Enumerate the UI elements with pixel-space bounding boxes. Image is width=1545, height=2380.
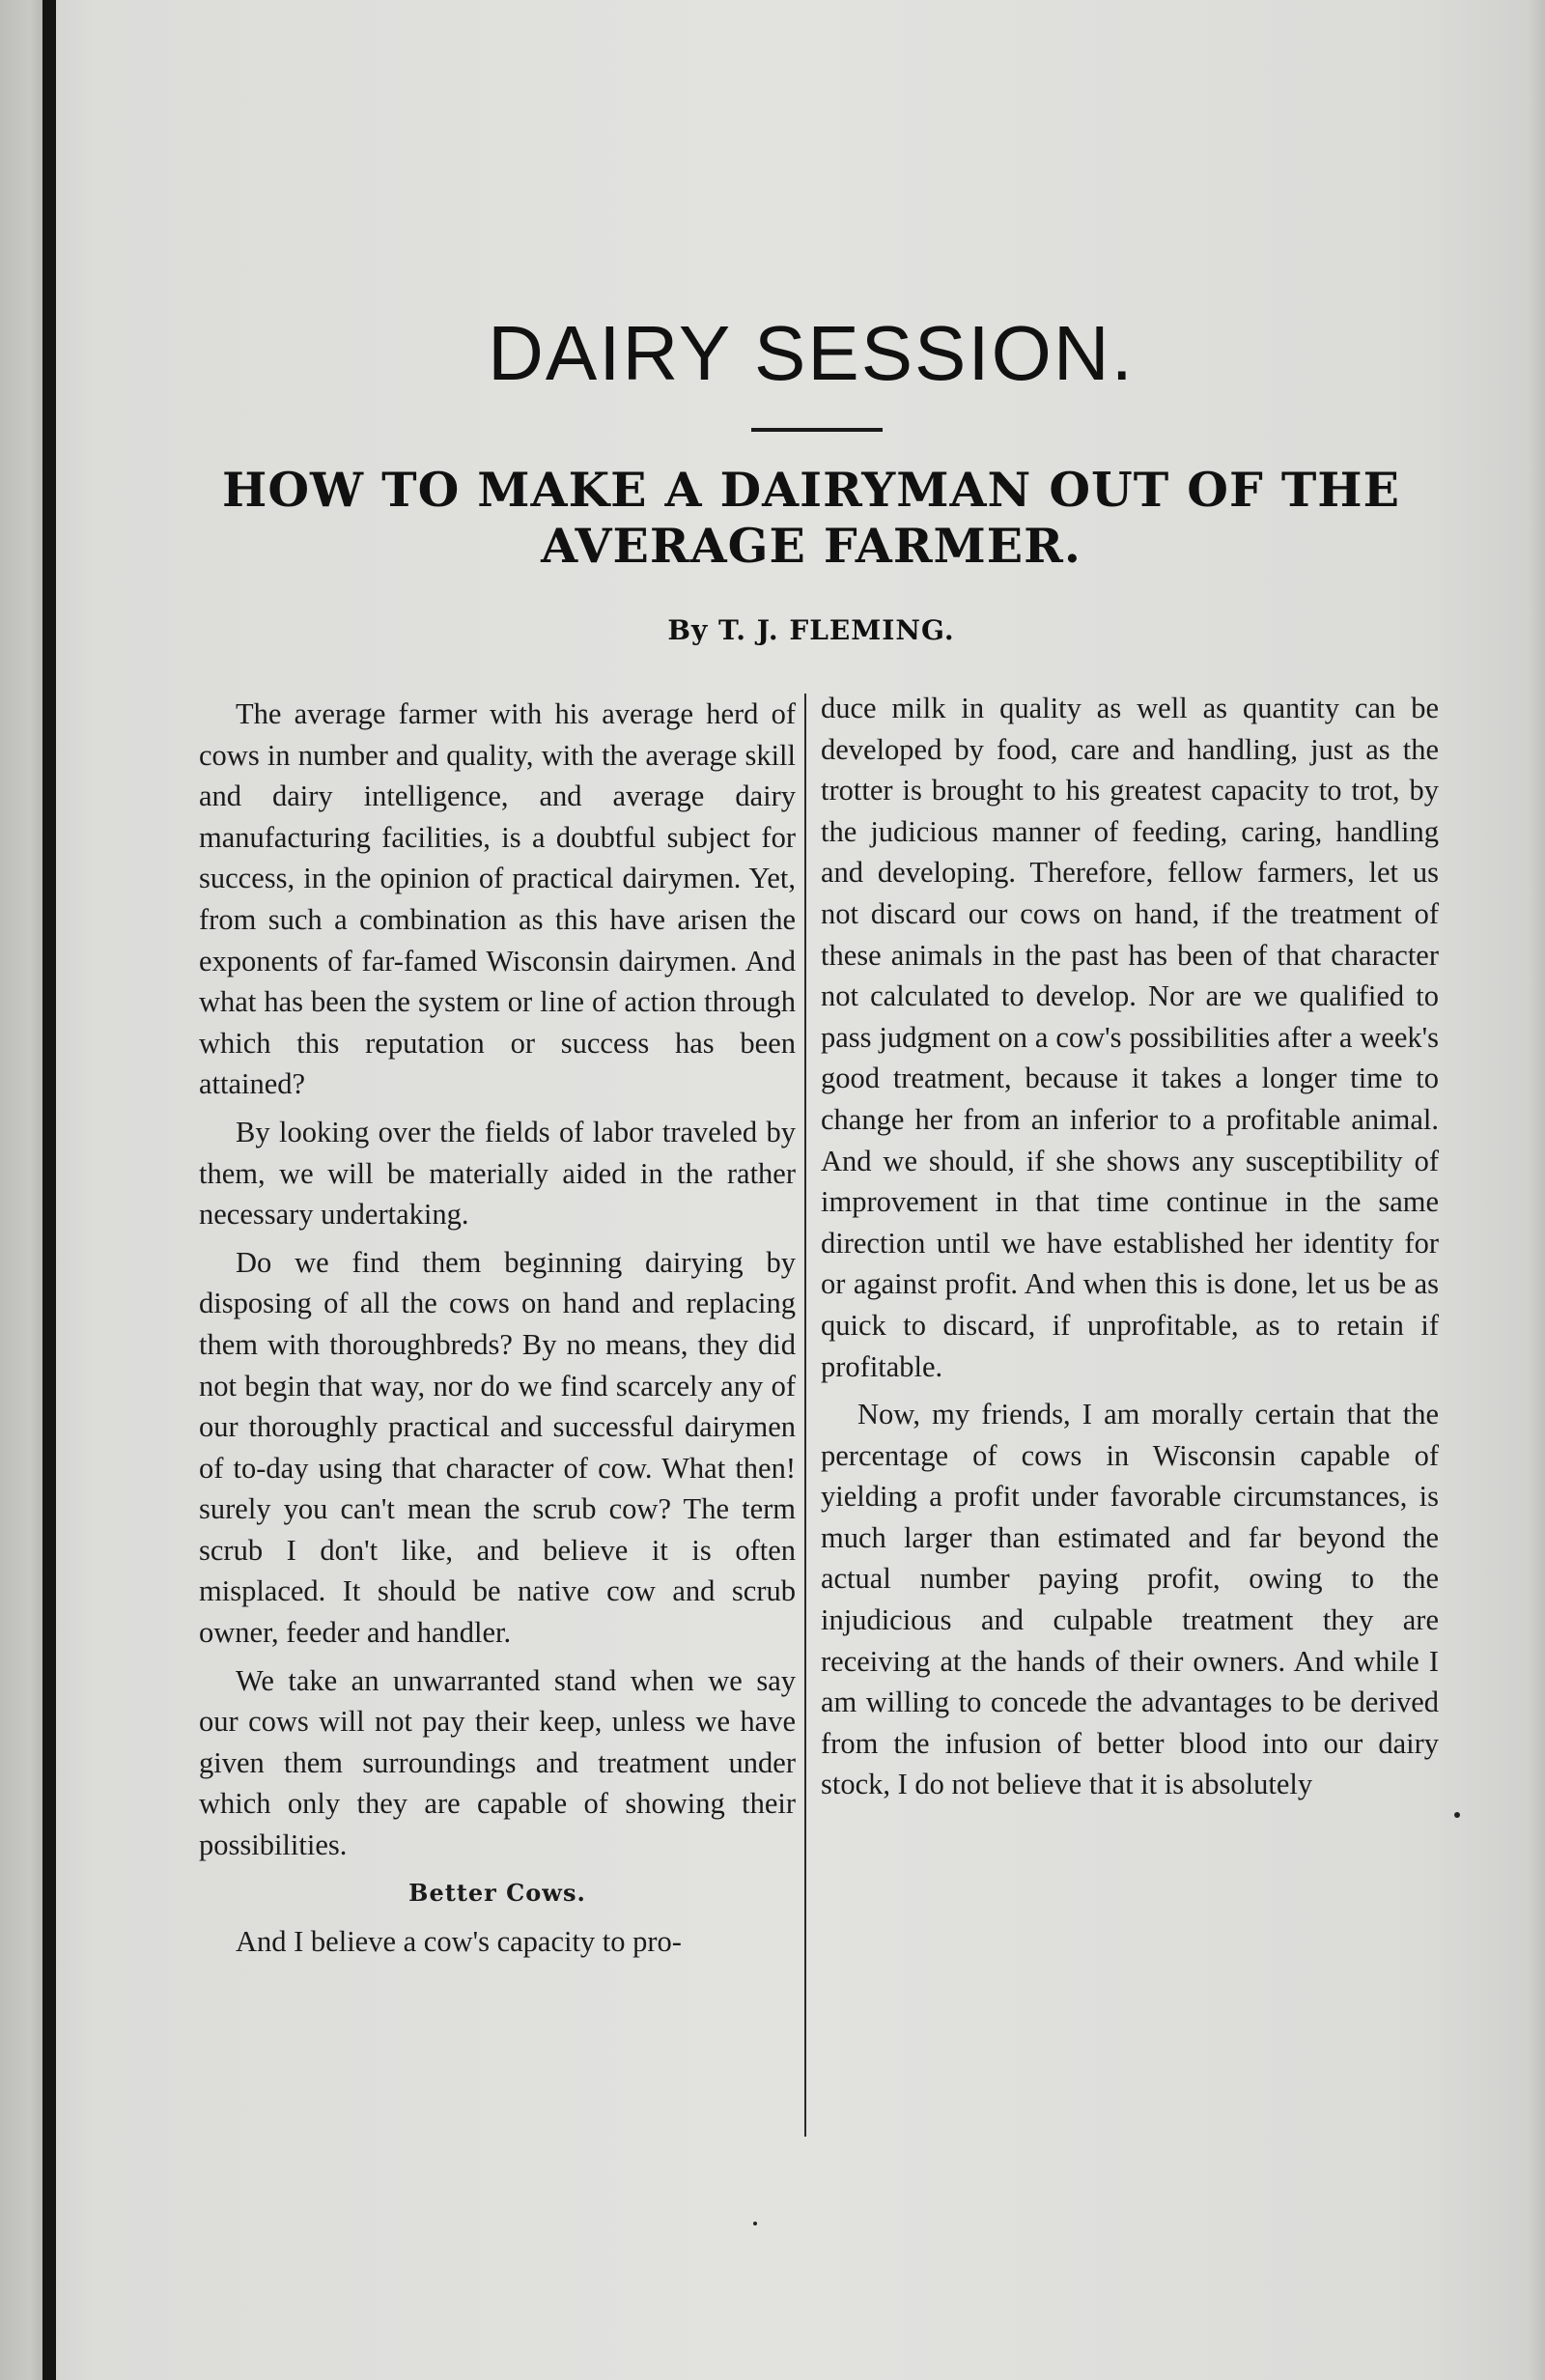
paragraph: The average farmer with his average herd of cows in number and quality, with the average skill and dairy intelligence, and average dairy manufacturing facilities, is a doubtful subject for success, in the opinion of practical dairymen. Yet, from such a combination as this have arisen the exponents of far-famed Wisconsin dairymen. And what has been the system or line of action through which this reputation or success has been attained? bbox=[199, 697, 796, 1101]
section-heading: Better Cows. bbox=[408, 1878, 586, 1907]
paragraph: Now, my friends, I am morally certain that the percentage of cows in Wisconsin capable of yielding a profit under favorable circumstances, is much larger than estimated and far beyond the actual number paying profit, owing to the injudicious and culpable treatment they are receiving at the hands of their owners. And while I am willing to concede the advantages to be derived from the infusion of better blood into our dairy stock, I do not believe that it is absolutely bbox=[821, 1398, 1439, 1801]
paragraph: Do we find them beginning dairying by disposing of all the cows on hand and replacing them with thoroughbreds? By no means, they did not begin that way, nor do we find scarcely any of our thoroughly practical and successful dairymen of to-day using that character of cow. What then! surely you can't mean the scrub cow? The term scrub I don't like, and believe it is often misplaced. It should be native cow and scrub owner, feeder and handler. bbox=[199, 1245, 796, 1650]
page-title: DAIRY SESSION. bbox=[488, 310, 1135, 396]
print-speck bbox=[753, 2222, 757, 2225]
paragraph: And I believe a cow's capacity to pro- bbox=[236, 1925, 682, 1959]
right-column bbox=[821, 688, 1439, 1812]
paragraph: By looking over the fields of labor traveled by them, we will be materially aided in the rather necessary undertaking. bbox=[199, 1115, 796, 1232]
binding-rule bbox=[42, 0, 56, 2380]
column-divider bbox=[804, 694, 806, 2137]
title-divider bbox=[751, 428, 883, 432]
page-right-margin bbox=[1528, 0, 1545, 2380]
paragraph: duce milk in quality as well as quantity can be developed by food, care and handling, just as the trotter is brought to his greatest capacity to trot, by the judicious manner of feeding, caring, handling and developing. Therefore, fellow farmers, let us not discard our cows on hand, if the treatment of these animals in the past has been of that character not calculated to develop. Nor are we qualified to pass judgment on a cow's possibilities after a week's good treatment, because it takes a longer time to change her from an inferior to a profitable animal. And we should, if she shows any susceptibility of improvement in that time continue in the same direction until we have established her identity for or against profit. And when this is done, let us be as quick to discard, if unprofitable, as to retain if profitable. bbox=[821, 692, 1439, 1383]
print-speck bbox=[1454, 1812, 1460, 1818]
paragraph: We take an unwarranted stand when we say our cows will not pay their keep, unless we have given them surroundings and treatment under which only they are capable of showing their possibilities. bbox=[199, 1663, 796, 1862]
left-column bbox=[199, 694, 796, 1969]
page-left-margin bbox=[0, 0, 42, 2380]
author-byline: By T. J. FLEMING. bbox=[667, 614, 955, 646]
article-subtitle: HOW TO MAKE A DAIRYMAN OUT OF THE AVERAGE FARMER. bbox=[222, 462, 1400, 574]
